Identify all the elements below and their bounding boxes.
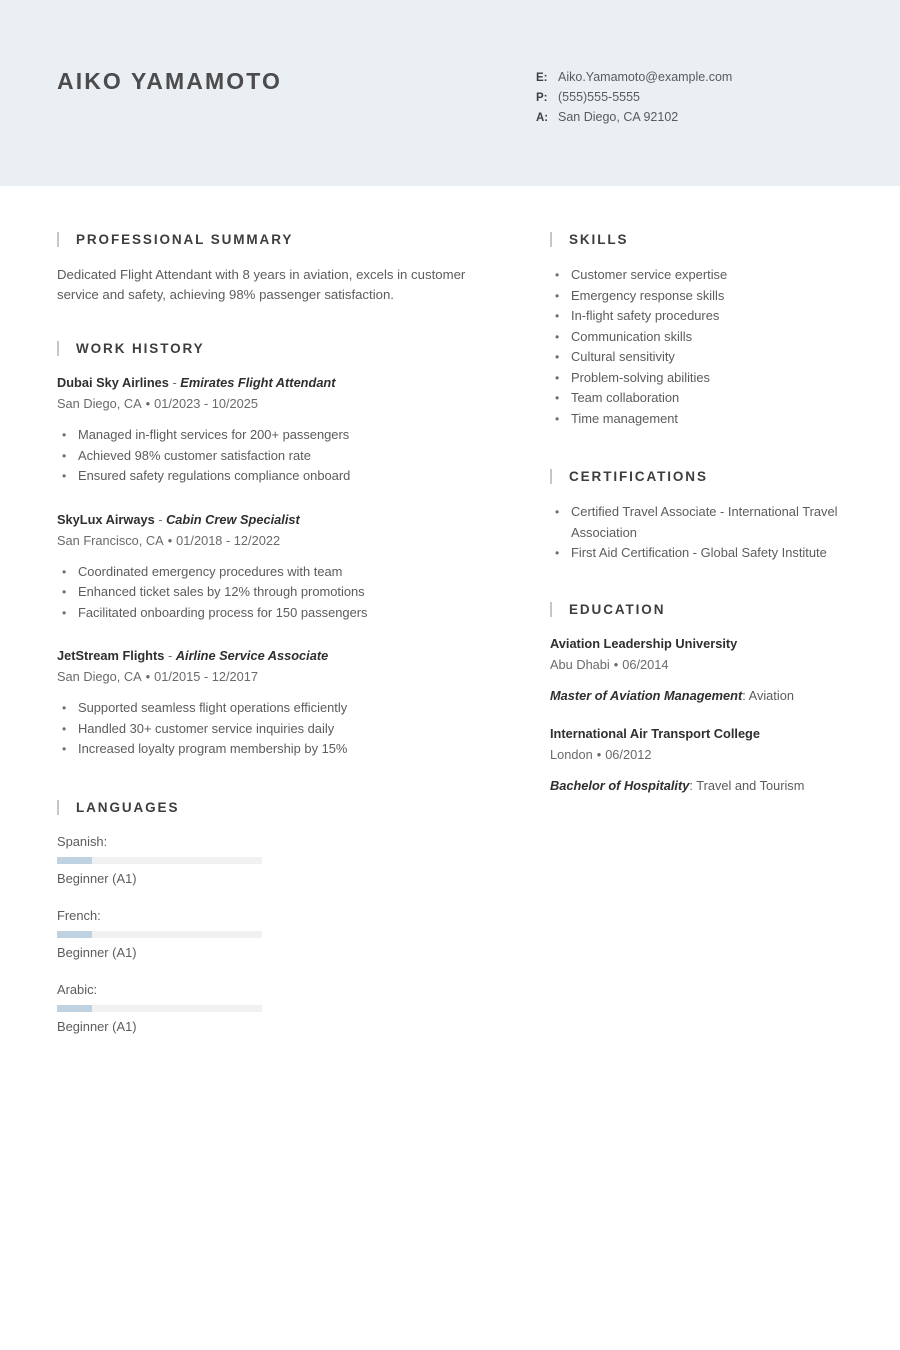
bullet-icon: •	[62, 605, 67, 620]
list-item-label: Handled 30+ customer service inquiries daily	[78, 720, 335, 736]
list-item	[57, 425, 492, 446]
meta-separator-icon: •	[167, 532, 173, 548]
language-level: Beginner (A1)	[57, 944, 137, 960]
list-item	[57, 582, 492, 603]
work-role: Emirates Flight Attendant	[180, 375, 336, 390]
contact-phone-value[interactable]: (555)555-5555	[558, 90, 641, 104]
skills-list	[550, 265, 840, 429]
list-item	[550, 409, 840, 430]
list-item-label: Enhanced ticket sales by 12% through promotions	[78, 584, 365, 599]
list-item-label: Cultural sensitivity	[571, 349, 675, 364]
work-company: SkyLux Airways	[57, 511, 155, 527]
section-work-history	[57, 341, 492, 760]
section-heading-education	[550, 602, 840, 617]
list-item-label: Problem-solving abilities	[571, 369, 710, 385]
work-role: Cabin Crew Specialist	[166, 511, 300, 527]
section-certifications	[550, 469, 840, 564]
list-item	[550, 368, 840, 389]
section-marker-icon	[57, 341, 59, 356]
education-date: 06/2012	[605, 746, 652, 762]
language-name: Arabic:	[57, 981, 98, 997]
list-item	[57, 466, 492, 487]
work-entry-heading	[57, 511, 492, 529]
section-heading-certifications	[550, 469, 840, 484]
section-marker-icon	[550, 469, 552, 484]
bullet-icon: •	[62, 721, 67, 736]
work-location: San Francisco, CA	[57, 532, 164, 548]
meta-separator-icon: •	[145, 396, 151, 411]
education-location: Abu Dhabi	[550, 656, 610, 672]
list-item	[550, 286, 840, 307]
contact-row-address	[536, 110, 732, 124]
list-item	[57, 446, 492, 467]
education-location: London	[550, 746, 593, 762]
list-item-label: Coordinated emergency procedures with team	[78, 563, 343, 579]
bullet-icon: •	[62, 742, 67, 756]
meta-separator-icon: •	[145, 669, 151, 684]
education-degree-line	[550, 777, 840, 795]
education-meta	[550, 656, 840, 674]
education-entry	[550, 635, 840, 705]
list-item-label: Communication skills	[571, 328, 693, 344]
section-heading-label: WORK HISTORY	[76, 341, 205, 356]
list-item	[57, 698, 492, 719]
list-item	[550, 306, 840, 327]
bullet-icon: •	[555, 268, 560, 282]
work-bullet-list	[57, 425, 492, 487]
language-level: Beginner (A1)	[57, 1018, 137, 1034]
section-heading-label: PROFESSIONAL SUMMARY	[76, 232, 294, 247]
list-item-label: Supported seamless flight operations efficiently	[78, 700, 348, 715]
work-entry-meta	[57, 668, 492, 686]
list-item-label: Achieved 98% customer satisfaction rate	[78, 447, 311, 463]
list-item-label: Managed in-flight services for 200+ passengers	[78, 427, 350, 442]
language-progress-fill	[57, 931, 92, 938]
contact-row-email	[536, 70, 732, 84]
language-progress-fill	[57, 1005, 92, 1012]
list-item-label: Customer service expertise	[571, 267, 728, 282]
education-entry	[550, 725, 840, 795]
right-column	[550, 232, 840, 825]
bullet-icon: •	[62, 469, 67, 483]
list-item-label: Team collaboration	[571, 390, 680, 405]
work-dates: 01/2018 - 12/2022	[176, 532, 281, 548]
section-marker-icon	[57, 800, 59, 815]
bullet-icon: •	[62, 585, 67, 599]
summary-text: Dedicated Flight Attendant with 8 years in aviation, excels in customer service and safety, achieving 98% passenger satisfaction.	[57, 267, 466, 302]
list-item-label: Time management	[571, 410, 678, 426]
work-entry	[57, 374, 492, 487]
list-item	[550, 502, 840, 543]
page-title: AIKO YAMAMOTO	[57, 68, 282, 94]
language-progress-track	[57, 931, 262, 938]
resume-body	[0, 186, 900, 1034]
work-entry-heading	[57, 647, 492, 665]
meta-separator-icon: •	[596, 746, 602, 762]
list-item	[57, 719, 492, 740]
section-heading-languages	[57, 800, 492, 815]
education-date: 06/2014	[622, 656, 669, 672]
list-item	[550, 265, 840, 286]
bullet-icon: •	[555, 370, 560, 385]
education-degree: Master of Aviation Management	[550, 687, 743, 703]
education-degree-separator: :	[742, 687, 749, 703]
contact-info	[536, 70, 732, 130]
work-company: JetStream Flights	[57, 648, 165, 663]
list-item-label: Emergency response skills	[571, 287, 725, 303]
language-level: Beginner (A1)	[57, 870, 137, 886]
section-marker-icon	[550, 232, 552, 247]
language-progress-track	[57, 857, 262, 864]
list-item-label: In-flight safety procedures	[571, 308, 720, 323]
list-item-label: Certified Travel Associate - International Travel Association	[571, 504, 838, 540]
bullet-icon: •	[555, 288, 560, 303]
work-entry	[57, 647, 492, 760]
bullet-icon: •	[555, 350, 560, 364]
work-dates: 01/2015 - 12/2017	[154, 669, 259, 684]
resume-header	[0, 0, 900, 186]
list-item	[550, 327, 840, 348]
section-heading-label: EDUCATION	[569, 601, 666, 617]
section-heading-skills	[550, 232, 840, 247]
list-item	[550, 543, 840, 564]
bullet-icon: •	[555, 505, 560, 519]
bullet-icon: •	[555, 546, 560, 560]
work-entry-meta	[57, 395, 492, 413]
language-item	[57, 981, 285, 1035]
language-item	[57, 907, 285, 961]
list-item	[550, 347, 840, 368]
education-degree: Bachelor of Hospitality	[550, 777, 690, 793]
language-name: French:	[57, 907, 101, 923]
language-progress-track	[57, 1005, 262, 1012]
education-school: Aviation Leadership University	[550, 635, 738, 651]
bullet-icon: •	[62, 428, 67, 442]
email-icon: E:	[536, 72, 548, 84]
contact-address-value: San Diego, CA 92102	[558, 110, 679, 124]
section-heading-summary	[57, 232, 492, 247]
bullet-icon: •	[555, 411, 560, 426]
list-item-label: Increased loyalty program membership by 15%	[78, 741, 348, 756]
section-languages	[57, 800, 492, 1055]
education-degree-line	[550, 687, 840, 705]
list-item-label: Ensured safety regulations compliance onboard	[78, 468, 351, 483]
list-item	[57, 603, 492, 624]
contact-email-value[interactable]: Aiko.Yamamoto@example.com	[558, 70, 733, 84]
languages-grid	[57, 833, 497, 1055]
work-separator: -	[154, 511, 167, 527]
left-column	[57, 232, 492, 1085]
bullet-icon: •	[62, 701, 67, 715]
list-item	[57, 562, 492, 583]
work-dates: 01/2023 - 10/2025	[154, 396, 259, 411]
work-separator: -	[164, 648, 176, 663]
work-company: Dubai Sky Airlines	[57, 375, 169, 390]
work-entry-heading	[57, 374, 492, 392]
language-progress-fill	[57, 857, 92, 864]
section-heading-label: LANGUAGES	[76, 799, 180, 815]
section-marker-icon	[550, 602, 552, 617]
list-item	[550, 388, 840, 409]
bullet-icon: •	[62, 448, 67, 463]
address-icon: A:	[536, 112, 549, 124]
education-field: Travel and Tourism	[696, 777, 805, 793]
work-separator: -	[168, 375, 181, 390]
phone-icon: P:	[536, 92, 548, 104]
section-heading-label: CERTIFICATIONS	[569, 469, 708, 484]
list-item-label: First Aid Certification - Global Safety Institute	[571, 545, 827, 560]
education-field: Aviation	[748, 687, 794, 703]
bullet-icon: •	[555, 309, 560, 323]
section-education	[550, 602, 840, 795]
language-item	[57, 833, 285, 887]
work-bullet-list	[57, 562, 492, 624]
meta-separator-icon: •	[613, 656, 619, 672]
work-bullet-list	[57, 698, 492, 760]
work-location: San Diego, CA	[57, 669, 142, 684]
work-entry	[57, 511, 492, 624]
section-heading-work-history	[57, 341, 492, 356]
education-school: International Air Transport College	[550, 725, 760, 741]
certifications-list	[550, 502, 840, 564]
language-name: Spanish:	[57, 833, 108, 849]
bullet-icon: •	[555, 391, 560, 405]
contact-row-phone	[536, 90, 732, 104]
bullet-icon: •	[555, 329, 560, 344]
section-skills	[550, 232, 840, 429]
work-role: Airline Service Associate	[175, 648, 329, 663]
section-marker-icon	[57, 232, 59, 247]
list-item-label: Facilitated onboarding process for 150 passengers	[78, 604, 368, 620]
name-block	[57, 68, 282, 95]
section-heading-label: SKILLS	[569, 232, 629, 247]
work-entry-meta	[57, 532, 492, 550]
section-professional-summary	[57, 232, 492, 305]
work-location: San Diego, CA	[57, 396, 142, 411]
list-item	[57, 739, 492, 760]
education-meta	[550, 746, 840, 764]
bullet-icon: •	[62, 564, 67, 579]
education-degree-separator: :	[689, 777, 697, 793]
